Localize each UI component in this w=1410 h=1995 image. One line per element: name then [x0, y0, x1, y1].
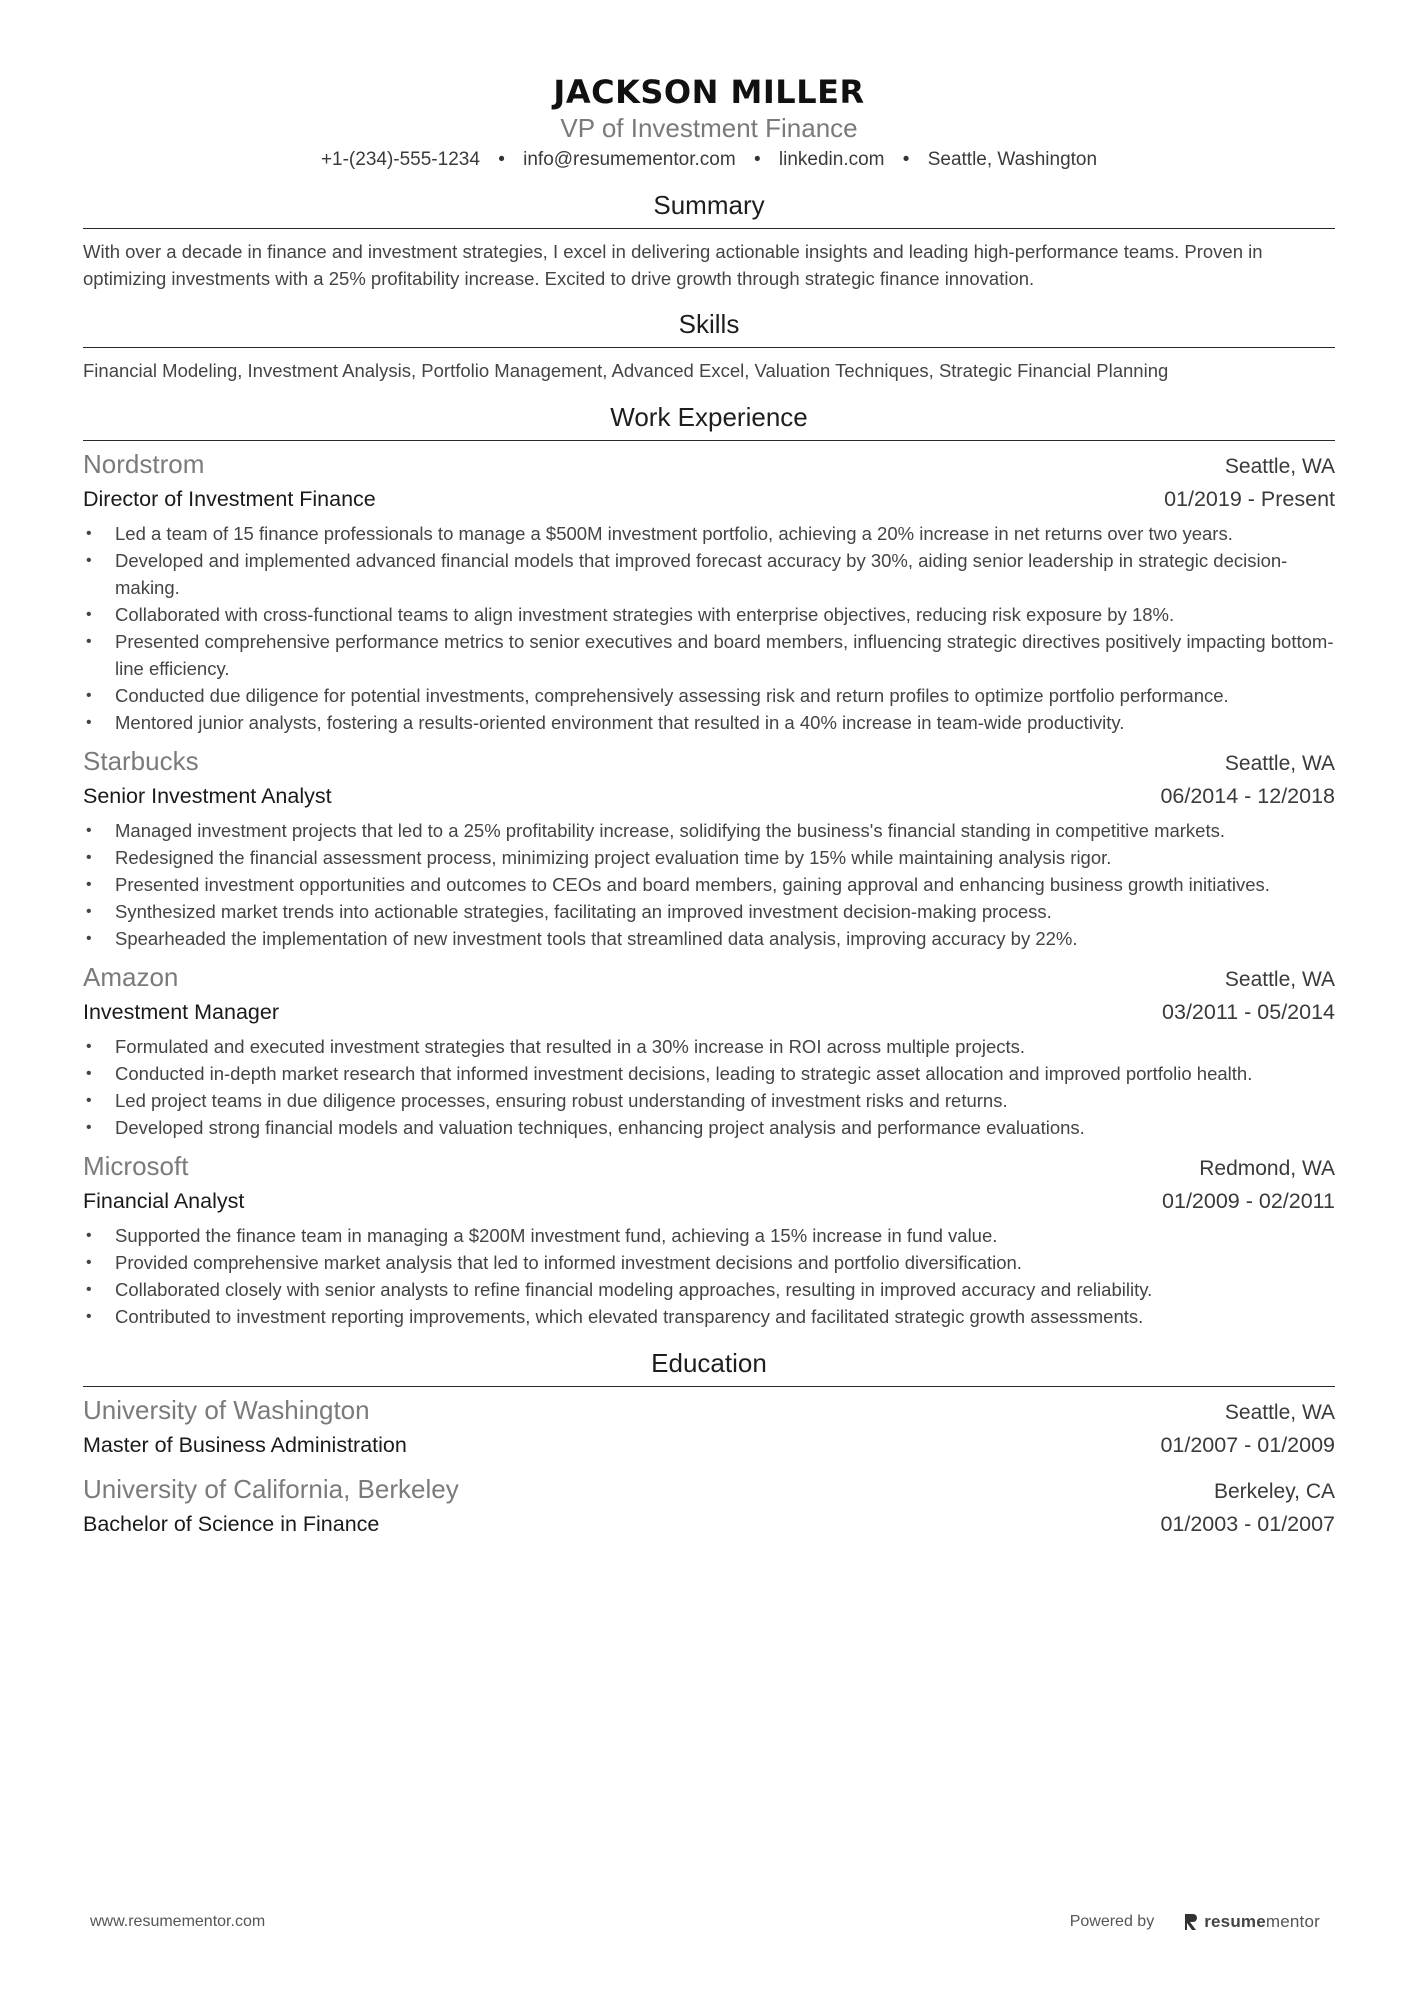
job-list [83, 447, 1335, 1330]
section-title-summary: Summary [83, 188, 1335, 229]
skills-text: Financial Modeling, Investment Analysis, Portfolio Management, Advanced Excel, Valuation Techniques, Strategic Financial Planning [83, 360, 1169, 381]
resumementor-logo-icon [1184, 1913, 1198, 1931]
job-dates: 01/2009 - 02/2011 [1162, 1189, 1335, 1213]
footer-brand [1070, 1912, 1320, 1932]
experience-section [83, 400, 1335, 1330]
job-entry [83, 744, 1335, 952]
powered-by-label: Powered by [1069, 1913, 1155, 1930]
job-location: Seattle, WA [1224, 455, 1335, 478]
page-footer [90, 1912, 1320, 1932]
job-dates: 03/2011 - 05/2014 [1162, 1000, 1335, 1024]
job-bullet: • Collaborated closely with senior analysts to refine financial modeling approaches, resulting in improved accuracy and reliability. [83, 1276, 1335, 1303]
job-bullet: • Developed and implemented advanced financial models that improved forecast accuracy by 30%, aiding senior leadership in strategic decision-making. [83, 547, 1335, 601]
job-title: Director of Investment Finance [83, 487, 376, 511]
company-name: Starbucks [83, 746, 199, 776]
candidate-name: JACKSON MILLER [553, 73, 865, 111]
job-bullets [83, 1222, 1335, 1330]
job-bullet: • Mentored junior analysts, fostering a results-oriented environment that resulted in a 40% increase in team-wide productivity. [83, 709, 1335, 736]
job-bullet: • Synthesized market trends into actionable strategies, facilitating an improved investment decision-making process. [83, 898, 1335, 925]
job-bullet: • Collaborated with cross-functional teams to align investment strategies with enterprise objectives, reducing risk exposure by 18%. [83, 601, 1335, 628]
school-header [83, 1472, 1335, 1507]
education-section [83, 1346, 1335, 1541]
school-location: Berkeley, CA [1214, 1480, 1335, 1503]
job-location: Seattle, WA [1224, 752, 1335, 775]
summary-text: With over a decade in finance and investment strategies, I excel in delivering actionable insights and leading high-performance teams. Proven in optimizing investments with a 25% profitability increase. Excited to drive growth through strategic finance innovation. [83, 241, 1263, 289]
job-bullet: • Presented investment opportunities and outcomes to CEOs and board members, gaining approval and enhancing business growth initiatives. [83, 871, 1335, 898]
job-bullet: • Led project teams in due diligence processes, ensuring robust understanding of investment risks and returns. [83, 1087, 1335, 1114]
job-bullet: • Conducted in-depth market research that informed investment decisions, leading to strategic asset allocation and improved portfolio health. [83, 1060, 1335, 1087]
job-location: Seattle, WA [1224, 968, 1335, 991]
phone: +1-(234)-555-1234 [320, 149, 480, 170]
job-bullet: • Conducted due diligence for potential investments, comprehensively assessing risk and return profiles to optimize portfolio performance. [83, 682, 1335, 709]
job-bullets [83, 1033, 1335, 1141]
job-title-row [83, 779, 1335, 813]
separator: • [498, 149, 505, 170]
school-name: University of Washington [83, 1395, 370, 1425]
location: Seattle, Washington [927, 149, 1098, 170]
job-bullet: • Formulated and executed investment strategies that resulted in a 30% increase in ROI across multiple projects. [83, 1033, 1335, 1060]
candidate-role: VP of Investment Finance [560, 113, 858, 143]
degree-row [83, 1507, 1335, 1541]
job-bullet: • Presented comprehensive performance metrics to senior executives and board members, influencing strategic directives positively impacting bottom-line efficiency. [83, 628, 1335, 682]
brand-name [1204, 1912, 1320, 1932]
school-list [83, 1393, 1335, 1541]
job-header [83, 960, 1335, 995]
job-title: Senior Investment Analyst [83, 784, 332, 808]
section-title-skills: Skills [83, 307, 1335, 348]
degree: Master of Business Administration [83, 1433, 407, 1457]
company-name: Nordstrom [83, 449, 205, 479]
job-header [83, 447, 1335, 482]
job-title-row [83, 995, 1335, 1029]
company-name: Amazon [83, 962, 179, 992]
education-dates: 01/2007 - 01/2009 [1160, 1433, 1335, 1457]
job-bullet: • Redesigned the financial assessment process, minimizing project evaluation time by 15% while maintaining analysis rigor. [83, 844, 1335, 871]
school-header [83, 1393, 1335, 1428]
job-bullet: • Supported the finance team in managing a $200M investment fund, achieving a 15% increase in fund value. [83, 1222, 1335, 1249]
job-title: Investment Manager [83, 1000, 279, 1024]
job-header [83, 744, 1335, 779]
education-dates: 01/2003 - 01/2007 [1160, 1512, 1335, 1536]
education-entry [83, 1393, 1335, 1462]
resume-page [83, 0, 1335, 1541]
job-bullets [83, 520, 1335, 736]
job-title: Financial Analyst [83, 1189, 245, 1213]
school-location: Seattle, WA [1224, 1401, 1335, 1424]
separator: • [902, 149, 910, 170]
education-entry [83, 1472, 1335, 1541]
job-title-row [83, 482, 1335, 516]
job-dates: 01/2019 - Present [1164, 487, 1335, 511]
job-title-row [83, 1184, 1335, 1218]
job-bullets [83, 817, 1335, 952]
job-entry [83, 447, 1335, 736]
job-entry [83, 960, 1335, 1141]
job-bullet: • Managed investment projects that led to a 25% profitability increase, solidifying the business's financial standing in competitive markets. [83, 817, 1335, 844]
degree: Bachelor of Science in Finance [83, 1512, 380, 1536]
job-location: Redmond, WA [1199, 1157, 1335, 1180]
brand-name-bold: resume [1204, 1912, 1266, 1931]
job-bullet: • Led a team of 15 finance professionals to manage a $500M investment portfolio, achieving a 20% increase in net returns over two years. [83, 520, 1335, 547]
section-title-education: Education [83, 1346, 1335, 1387]
job-bullet: • Contributed to investment reporting improvements, which elevated transparency and facilitated strategic growth assessments. [83, 1303, 1335, 1330]
section-title-experience: Work Experience [83, 400, 1335, 441]
job-bullet: • Spearheaded the implementation of new investment tools that streamlined data analysis, improving accuracy by 22%. [83, 925, 1335, 952]
job-header [83, 1149, 1335, 1184]
footer-website[interactable]: www.resumementor.com [90, 1913, 266, 1930]
email[interactable]: info@resumementor.com [523, 149, 736, 170]
brand-name-light: mentor [1265, 1912, 1320, 1931]
separator: • [753, 149, 761, 170]
summary-section [83, 188, 1335, 292]
degree-row [83, 1428, 1335, 1462]
company-name: Microsoft [83, 1151, 189, 1181]
job-dates: 06/2014 - 12/2018 [1160, 784, 1335, 808]
job-entry [83, 1149, 1335, 1330]
job-bullet: • Developed strong financial models and valuation techniques, enhancing project analysis and performance evaluations. [83, 1114, 1335, 1141]
job-bullet: • Provided comprehensive market analysis that led to informed investment decisions and portfolio diversification. [83, 1249, 1335, 1276]
contact-line [83, 146, 1335, 174]
skills-section [83, 307, 1335, 384]
school-name: University of California, Berkeley [83, 1474, 459, 1504]
linkedin[interactable]: linkedin.com [778, 149, 885, 170]
